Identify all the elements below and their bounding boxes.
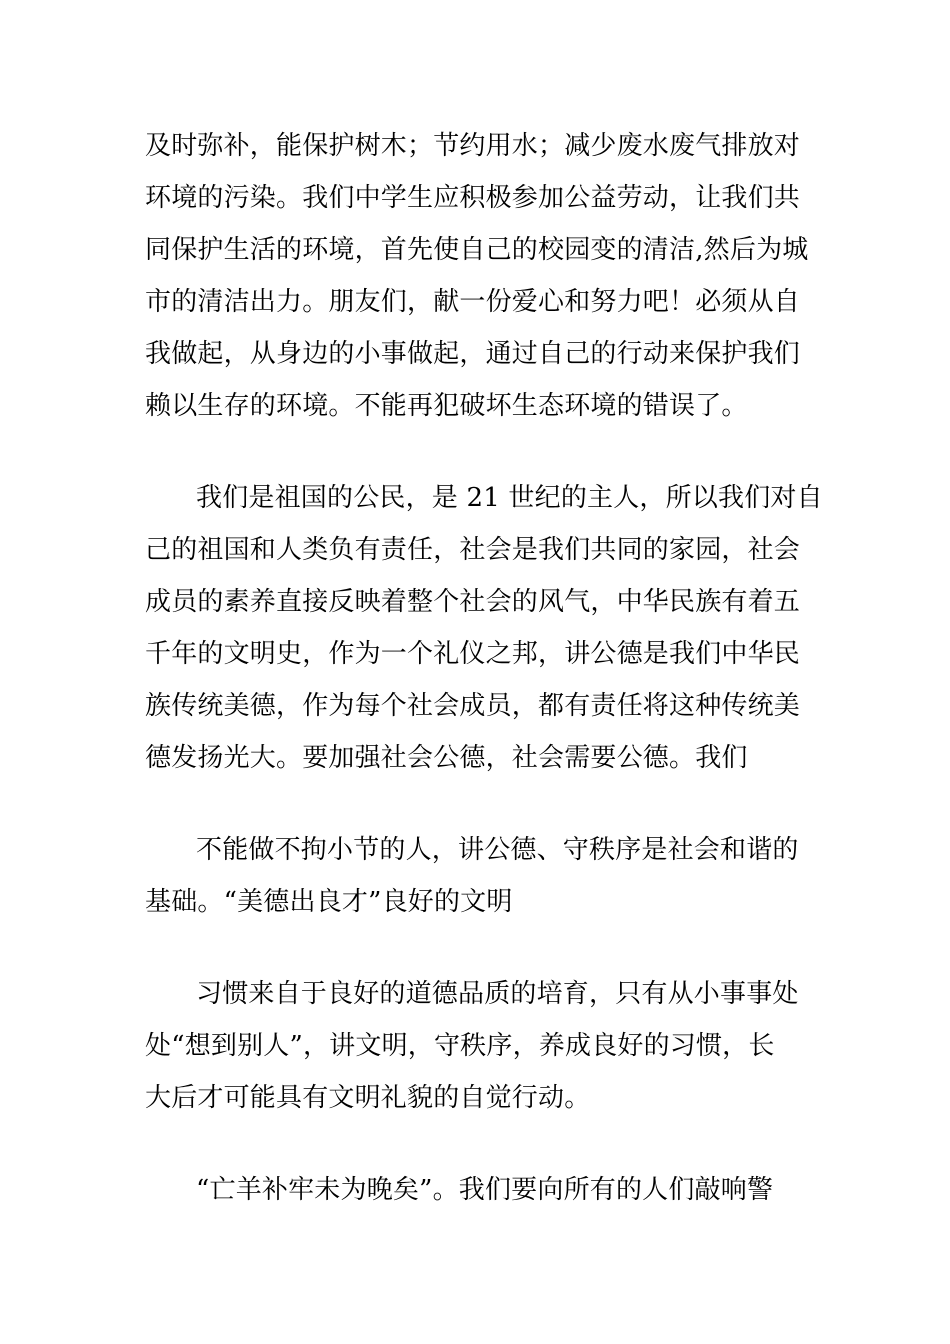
text-line: 同保护生活的环境，首先使自己的校园变的清洁,然后为城	[145, 235, 809, 265]
text-line: 市的清洁出力。朋友们，献一份爱心和努力吧！必须从自	[145, 287, 801, 317]
text-line: 不能做不拘小节的人，讲公德、守秩序是社会和谐的	[196, 835, 799, 865]
text-line: “亡羊补牢未为晚矣”。我们要向所有的人们敲响警	[196, 1175, 774, 1205]
text-line: 及时弥补，能保护树木；节约用水；减少废水废气排放对	[145, 131, 801, 161]
text-line: 赖以生存的环境。不能再犯破坏生态环境的错误了。	[145, 391, 748, 421]
text-line: 成员的素养直接反映着整个社会的风气，中华民族有着五	[145, 587, 801, 617]
text-line: 我们是祖国的公民，是 21 世纪的主人，所以我们对自	[196, 483, 823, 513]
text-line: 处“想到别人”，讲文明，守秩序，养成良好的习惯，长	[145, 1031, 775, 1061]
text-line: 基础。“美德出良才”良好的文明	[145, 887, 513, 917]
text-line: 德发扬光大。要加强社会公德，社会需要公德。我们	[145, 743, 748, 773]
text-line: 大后才可能具有文明礼貌的自觉行动。	[145, 1083, 591, 1113]
text-line: 环境的污染。我们中学生应积极参加公益劳动，让我们共	[145, 183, 801, 213]
text-line: 己的祖国和人类负有责任，社会是我们共同的家园，社会	[145, 535, 801, 565]
text-line: 千年的文明史，作为一个礼仪之邦，讲公德是我们中华民	[145, 639, 801, 669]
text-line: 我做起，从身边的小事做起，通过自己的行动来保护我们	[145, 339, 801, 369]
text-line: 习惯来自于良好的道德品质的培育，只有从小事事处	[196, 979, 799, 1009]
text-line: 族传统美德，作为每个社会成员，都有责任将这种传统美	[145, 691, 801, 721]
